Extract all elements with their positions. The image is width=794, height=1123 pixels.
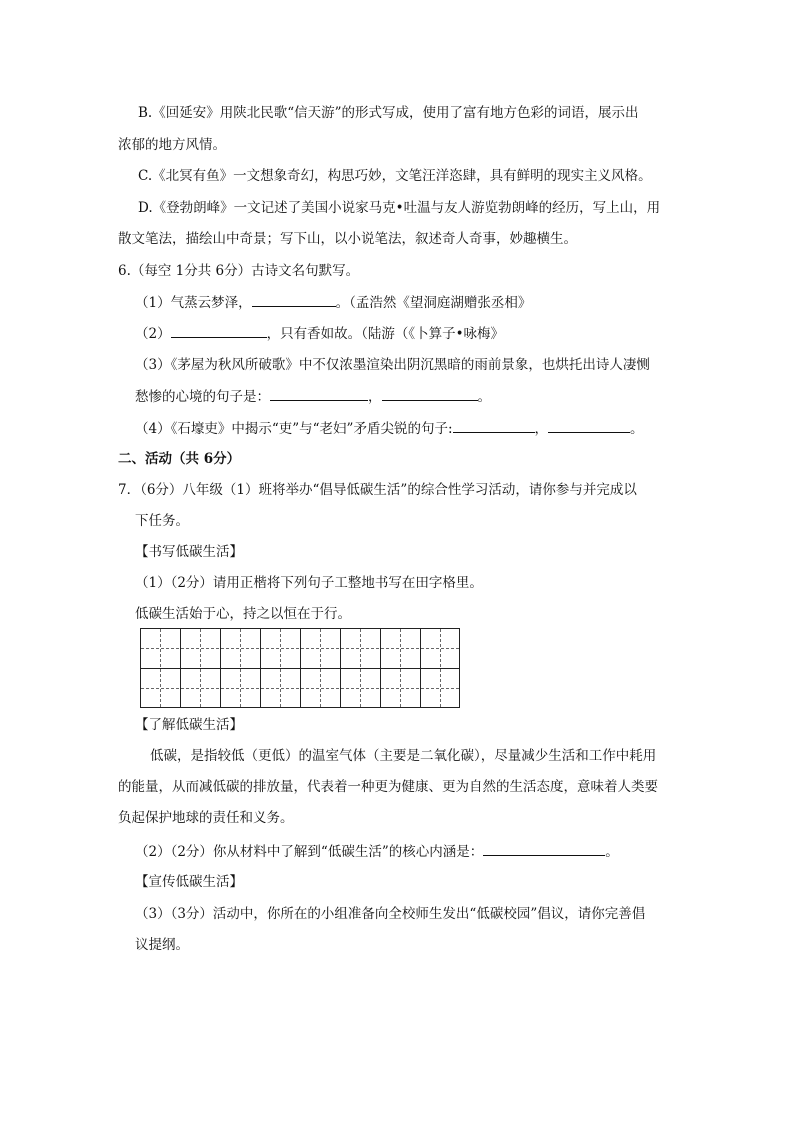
- option-b-line1: B.《回延安》用陕北民歌“信天游”的形式写成，使用了富有地方色彩的词语，展示出: [138, 105, 639, 121]
- grid-col-divider: [180, 629, 181, 707]
- option-d-line2: 散文笔法，描绘山中奇景；写下山，以小说笔法，叙述奇人奇事，妙趣横生。: [118, 231, 577, 247]
- item-3-separator: ，: [368, 389, 382, 405]
- question-6-title: 6.（每空 1分共 6分）古诗文名句默写。: [118, 263, 360, 279]
- passage-line3: 负起保护地球的责任和义务。: [118, 810, 294, 826]
- grid-dash-v: [440, 629, 441, 707]
- grid-dash-v: [200, 629, 201, 707]
- item-1-text-after: 。（孟浩然《望洞庭湖赠张丞相》: [335, 295, 532, 311]
- grid-dash-v: [280, 629, 281, 707]
- sub-question-3-line2: 议提纲。: [135, 937, 189, 953]
- tianzige-grid[interactable]: [140, 628, 460, 708]
- sub-2-end: 。: [605, 844, 619, 860]
- heading-write: 【书写低碳生活】: [135, 544, 243, 560]
- item-4-end: 。: [630, 421, 644, 437]
- grid-col-divider: [300, 629, 301, 707]
- question-6-item-1: [135, 292, 531, 313]
- item-4-text-before: （4）《石壕吏》中揭示“吏”与“老妇”矛盾尖锐的句子:: [135, 421, 453, 437]
- question-6-item-2: [135, 323, 504, 344]
- sentence-to-copy: 低碳生活始于心，持之以恒在于行。: [135, 606, 351, 622]
- item-2-text-after: ，只有香如故。（陆游（《卜算子•咏梅》: [266, 326, 505, 342]
- item-1-blank[interactable]: [252, 292, 336, 307]
- option-d-line1: D.《登勃朗峰》一文记述了美国小说家马克•吐温与友人游览勃朗峰的经历，写上山，用: [138, 200, 661, 216]
- item-2-text-before: （2）: [135, 326, 171, 342]
- grid-col-divider: [220, 629, 221, 707]
- item-3-blank-2[interactable]: [382, 386, 478, 401]
- sub-question-3-line1: （3）（3分）活动中，你所在的小组准备向全校师生发出“低碳校园”倡议，请你完善倡: [135, 906, 646, 922]
- item-4-separator: ，: [534, 421, 548, 437]
- item-3-end: 。: [477, 389, 491, 405]
- item-3-blank-1[interactable]: [270, 386, 368, 401]
- passage-line1: 低碳，是指较低（更低）的温室气体（主要是二氧化碳），尽量减少生活和工作中耗用: [150, 748, 657, 764]
- item-1-text-before: （1）气蒸云梦泽，: [135, 295, 252, 311]
- grid-dash-v: [320, 629, 321, 707]
- question-6-item-3-line1: （3）《茅屋为秋风所破歌》中不仅浓墨渲染出阴沉黑暗的雨前景象，也烘托出诗人凄恻: [135, 357, 650, 373]
- grid-dash-v: [360, 629, 361, 707]
- heading-promote: 【宣传低碳生活】: [135, 874, 243, 890]
- option-c: C.《北冥有鱼》一文想象奇幻，构思巧妙，文笔汪洋恣肆，具有鲜明的现实主义风格。: [138, 168, 652, 184]
- sub-2-blank[interactable]: [483, 841, 605, 856]
- grid-col-divider: [260, 629, 261, 707]
- item-4-blank-2[interactable]: [548, 418, 630, 433]
- grid-col-divider: [380, 629, 381, 707]
- sub-2-text-before: （2）（2分）你从材料中了解到“低碳生活”的核心内涵是：: [135, 844, 484, 860]
- item-4-blank-1[interactable]: [453, 418, 535, 433]
- question-7-line2: 下任务。: [135, 513, 189, 529]
- grid-col-divider: [420, 629, 421, 707]
- question-6-item-4: [135, 418, 644, 439]
- section-2-heading: 二、活动（共 6分）: [118, 451, 241, 467]
- item-2-blank[interactable]: [171, 323, 267, 338]
- question-7-line1: 7．（6分）八年级（1）班将举办“倡导低碳生活”的综合性学习活动，请你参与并完成以: [118, 482, 637, 498]
- item-3-text-before: 愁惨的心境的句子是：: [135, 389, 270, 405]
- grid-dash-v: [240, 629, 241, 707]
- grid-col-divider: [340, 629, 341, 707]
- sub-question-2: [135, 841, 619, 862]
- grid-dash-v: [160, 629, 161, 707]
- grid-dash-v: [400, 629, 401, 707]
- heading-learn: 【了解低碳生活】: [135, 717, 243, 733]
- option-b-line2: 浓郁的地方风情。: [118, 137, 226, 153]
- sub-question-1: （1）（2分）请用正楷将下列句子工整地书写在田字格里。: [135, 575, 483, 591]
- question-6-item-3-line2: [135, 386, 491, 407]
- passage-line2: 的能量，从而减低碳的排放量，代表着一种更为健康、更为自然的生活态度，意味着人类要: [118, 779, 658, 795]
